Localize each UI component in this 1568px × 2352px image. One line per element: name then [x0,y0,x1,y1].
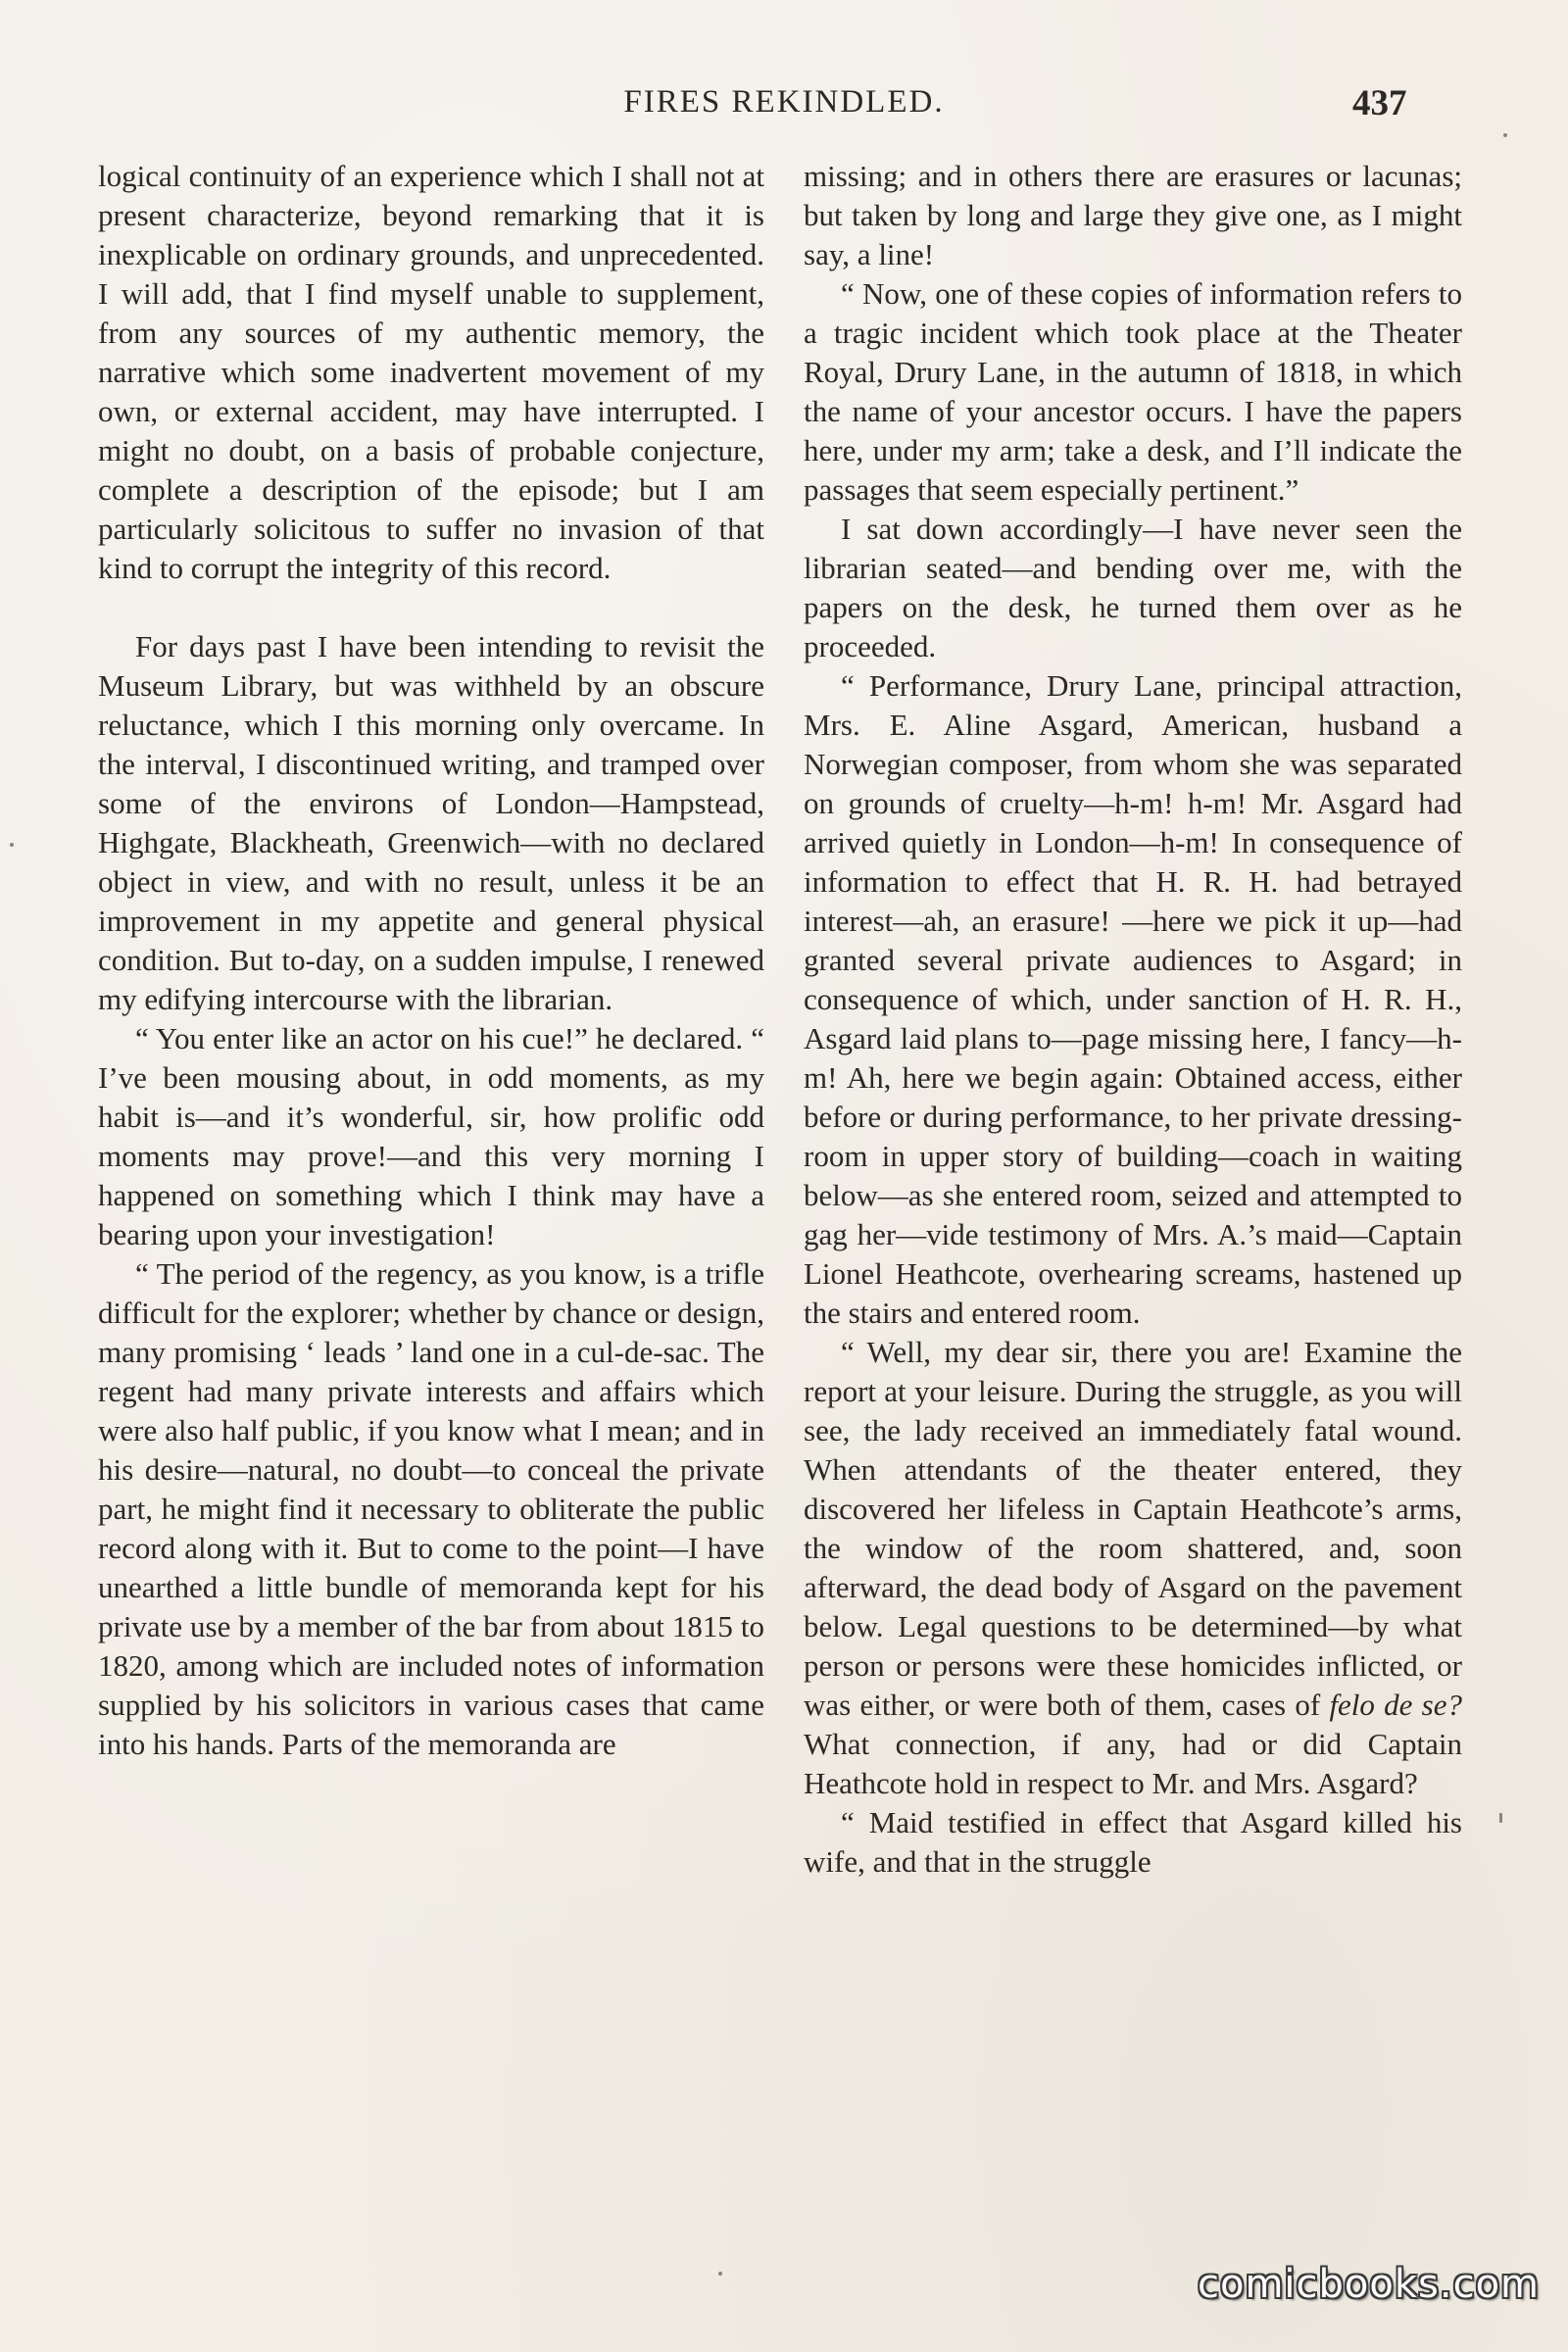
paper-speck [1499,1813,1502,1823]
running-head [0,84,1568,131]
paragraph [804,1333,1462,1803]
paragraph-text: What connection, if any, had or did Captain Heathcote hold in respect to Mr. and Mrs. Asgard? [804,1727,1462,1800]
paragraph: “ Performance, Drury Lane, principal attraction, Mrs. E. Aline Asgard, American, husband a Norwegian composer, from whom she was separated on grounds of cruelty—h-m! h-m! Mr. Asgard had arrived quietly in London—h-m! In consequence of information to effect that H. R. H. had betrayed interest—ah, an erasure! —here we pick it up—had granted several private audiences to Asgard; in consequence of which, under sanction of H. R. H., Asgard laid plans to—page missing here, I fancy—h-m! Ah, here we begin again: Obtained access, either before or during performance, to her private dressing-room in upper story of building—coach in waiting below—as she entered room, seized and attempted to gag her—vide testimony of Mrs. A.’s maid—Captain Lionel Heathcote, overhearing screams, hastened up the stairs and entered room. [804,668,1462,1330]
watermark: comicbooks.com [1198,2262,1541,2307]
paragraph: “ You enter like an actor on his cue!” he declared. “ I’ve been mousing about, in odd moments, as my habit is—and it’s wonderful, sir, how prolific odd moments may prove!—and this very morning I happened on something which I think may have a bearing upon your investigation! [98,1021,764,1251]
paper-speck [10,843,14,847]
paragraph: “ The period of the regency, as you know, is a trifle difficult for the explorer; whether by chance or design, many promising ‘ leads ’ land one in a cul-de-sac. The regent had many private interests and affairs which were also half public, if you know what I mean; and in his desire—natural, no doubt—to conceal the private part, he might find it necessary to obliterate the public record along with it. But to come to the point—I have unearthed a little bundle of memoranda kept for his private use by a member of the bar from about 1815 to 1820, among which are included notes of information supplied by his solicitors in various cases that came into his hands. Parts of the memoranda are [98,1256,764,1761]
right-column [804,157,1462,1882]
paper-speck [718,2272,722,2276]
paragraph: I sat down accordingly—I have never seen the librarian seated—and bending over me, with the papers on the desk, he turned them over as he proceeded. [804,512,1462,663]
paragraph: missing; and in others there are erasures or lacunas; but taken by long and large they give one, as I might say, a line! [804,159,1462,271]
paper-speck [1503,133,1507,137]
left-column [98,157,764,1764]
paragraph: For days past I have been intending to revisit the Museum Library, but was withheld by an obscure reluctance, which I this morning only overcame. In the interval, I discontinued writing, and tramped over some of the environs of London—Hampstead, Highgate, Blackheath, Greenwich—with no declared object in view, and with no result, unless it be an improvement in my appetite and general physical condition. But to-day, on a sudden impulse, I renewed my edifying intercourse with the librarian. [98,629,764,1016]
paragraph: “ Now, one of these copies of information refers to a tragic incident which took place at the Theater Royal, Drury Lane, in the autumn of 1818, in which the name of your ancestor occurs. I have the papers here, under my arm; take a desk, and I’ll indicate the passages that seem especially pertinent.” [804,276,1462,507]
paragraph: logical continuity of an experience which I shall not at present characterize, beyond remarking that it is inexplicable on ordinary grounds, and unprecedented. I will add, that I find myself unable to supplement, from any sources of my authentic memory, the narrative which some inadvertent movement of my own, or external accident, may have interrupted. I might no doubt, on a basis of probable conjecture, complete a description of the episode; but I am particularly solicitous to suffer no invasion of that kind to corrupt the integrity of this record. [98,159,764,585]
paragraph-text: “ Well, my dear sir, there you are! Examine the report at your leisure. During the struggle, as you will see, the lady received an immediately fatal wound. When attendants of the theater entered, they discovered her lifeless in Captain Heathcote’s arms, the window of the room shattered, and, soon afterward, the dead body of Asgard on the pavement below. Legal questions to be determined—by what person or persons were these homicides inflicted, or was either, or were both of them, cases of [804,1335,1462,1722]
running-title: FIRES REKINDLED. [623,84,945,120]
page-number: 437 [1352,83,1407,123]
italic-phrase: felo de se? [1329,1688,1462,1722]
paragraph: “ Maid testified in effect that Asgard killed his wife, and that in the struggle [804,1805,1462,1879]
